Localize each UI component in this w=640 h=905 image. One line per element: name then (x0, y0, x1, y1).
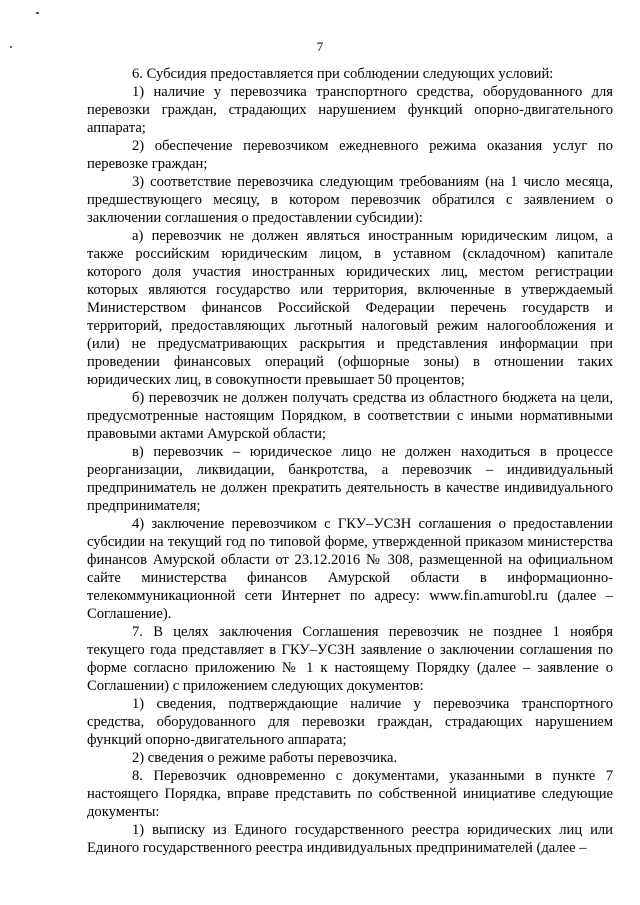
paragraph-6-1: 1) наличие у перевозчика транспортного средства, оборудованного для перевозки граждан, страдающих нарушением функций опорно-двигательного аппарата; (87, 84, 613, 136)
paragraph-8: 8. Перевозчик одновременно с документами, указанными в пункте 7 настоящего Порядка, вправе представить по собственной инициативе следующие документы: (87, 768, 613, 820)
paragraph-7-1: 1) сведения, подтверждающие наличие у перевозчика транспортного средства, оборудованного для перевозки граждан, страдающих нарушением функций опорно-двигательного аппарата; (87, 696, 613, 748)
paragraph-7: 7. В целях заключения Соглашения перевозчик не позднее 1 ноября текущего года представляет в ГКУ–УСЗН заявление о заключении соглашения по форме согласно приложению № 1 к настоящему Порядку (далее – заявление о Соглашении) с приложением следующих документов: (87, 624, 613, 694)
document-body (87, 65, 613, 857)
paragraph-6-intro: 6. Субсидия предоставляется при соблюдении следующих условий: (132, 66, 554, 82)
paragraph-6-4: 4) заключение перевозчиком с ГКУ–УСЗН соглашения о предоставлении субсидии на текущий год по типовой форме, утвержденной приказом министерства финансов Амурской области от 23.12.2016 № 308, размещенной на официальном сайте министерства финансов Амурской области в информационно-телекоммуникационной сети Интернет по адресу: www.fin.amurobl.ru (далее – Соглашение). (87, 516, 613, 622)
page-number: 7 (316, 39, 324, 54)
paragraph-6-2: 2) обеспечение перевозчиком ежедневного режима оказания услуг по перевозке граждан; (87, 138, 613, 172)
scan-speck (36, 12, 39, 14)
paragraph-6-3-a: а) перевозчик не должен являться иностранным юридическим лицом, а также российским юридическим лицом, в уставном (складочном) капитале которого доля участия иностранных юридических лиц, местом регистрации которых являются государство или территория, включенные в утверждаемый Министерством финансов Российской Федерации перечень государств и территорий, предоставляющих льготный налоговый режим налогообложения и (или) не предусматривающих раскрытия и представления информации при проведении финансовых операций (офшорные зоны) в отношении таких юридических лиц, в совокупности превышает 50 процентов; (87, 228, 613, 388)
paragraph-6-3: 3) соответствие перевозчика следующим требованиям (на 1 число месяца, предшествующего месяцу, в котором перевозчик обратился с заявлением о заключении соглашения о предоставлении субсидии): (87, 174, 613, 226)
paragraph-6-3-b: б) перевозчик не должен получать средства из областного бюджета на цели, предусмотренные настоящим Порядком, в соответствии с иными нормативными правовыми актами Амурской области; (87, 390, 613, 442)
paragraph-6-3-v: в) перевозчик – юридическое лицо не должен находиться в процессе реорганизации, ликвидации, банкротства, а перевозчик – индивидуальный предприниматель не должен прекратить деятельность в качестве индивидуального предпринимателя; (87, 444, 613, 514)
paragraph-8-1: 1) выписку из Единого государственного реестра юридических лиц или Единого государственного реестра индивидуальных предпринимателей (далее – (87, 822, 613, 856)
paragraph-7-2: 2) сведения о режиме работы перевозчика. (132, 750, 398, 766)
